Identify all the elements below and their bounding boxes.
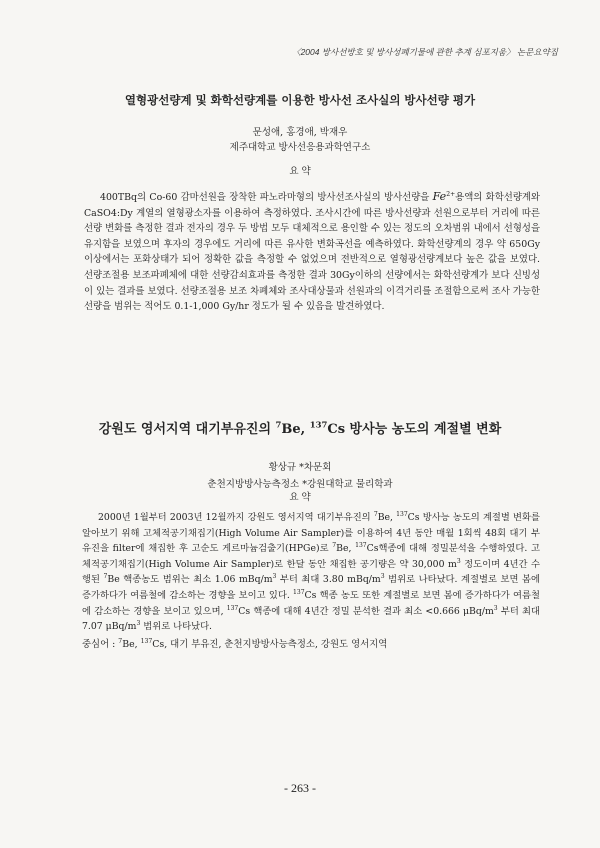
abstract2-title: 강원도 영서지역 대기부유진의 $^7$Be, $^{137}$Cs 방사능 농도의 계절별 변화: [98, 419, 502, 437]
abstract1-body: 400TBq의 Co-60 감마선원을 장착한 파노라마형의 방사선조사실의 방사선량을 $Fe^{2+}$용액의 화학선량계와 CaSO4:Dy 계열의 열형광소자를 이용하여 측정하였다. 조사시간에 따른 방사선량과 선원으로부터 거리에 따른 선량 변화를 측정한 결과 전자의 경우 두 방법 모두 대체적으로 용인할 수 있는 정도의 오차범위 내에서 선형성을 유지함을 보였으며 후자의 경우에도 거리에 따른 유사한 변화곡선을 예측하였다. 화학선량계의 경우 약 650Gy이상에서는 포화상태가 되어 정확한 값을 측정할 수 없었으며 전반적으로 열형광선량계보다 높은 값을 보였다. 선량조절용 보조파폐체에 대한 선량감쇠효과를 측정한 결과 30Gy이하의 선량에서는 화학선량계가 보다 신빙성이 있는 결과를 보였다. 선량조절용 보조 차폐체와 조사대상물과 선원과의 이격거리를 조절함으로써 조사 가능한 선량을 범위는 적어도 0.1-1,000 Gy/hr 정도가 될 수 있음을 발견하였다.: [84, 190, 540, 313]
abstract1-affiliation: 제주대학교 방사선응용과학연구소: [229, 142, 371, 153]
abstract2-affiliation: 춘천지방방사능측정소 *강원대학교 물리학과: [207, 479, 393, 490]
abstract2-keywords: 중심어 : $^7$Be, $^{137}$Cs, 대기 부유진, 춘천지방방사능측정소, 강원도 영서지역: [82, 637, 388, 650]
abstract1-title: 열형광선량계 및 화학선량계를 이용한 방사선 조사실의 방사선량 평가: [124, 93, 476, 107]
abstract2-heading: 요 약: [289, 492, 311, 503]
abstract1-authors: 문성애, 홍경애, 박재우: [252, 127, 348, 138]
abstract2-authors: 황상규 *차문회: [268, 462, 332, 473]
abstract1-heading: 요 약: [289, 166, 311, 177]
running-header: 〈2004 방사선방호 및 방사성폐기물에 관한 추계 심포지움〉 논문요약집: [292, 47, 558, 57]
abstract2-body: 2000년 1월부터 2003년 12월까지 강원도 영서지역 대기부유진의 $^7$Be, $^{137}$Cs 방사능 농도의 계절별 변화를 알아보기 위해 고체적공기채집기(High Volume Air Sampler)를 이용하여 4년 동안 매월 1회씩 48회 대기 부유진을 filter에 채집한 후 고순도 게르마늄검출기(HPGe)로 $^7$Be, $^{137}$Cs핵종에 대해 정밀분석을 수행하였다. 고체적공기채집기(High Volume Air Sampler)로 한달 동안 채집한 공기량은 약 30,000 $m^3$ 정도이며 4년간 수행된 $^7$Be 핵종농도 범위는 최소 1.06 mBq/$m^3$ 부터 최대 3.80 mBq/$m^3$ 범위로 나타났다. 계절별로 보면 봄에 증가하다가 여름철에 감소하는 경향을 보이고 있다. $^{137}$Cs 핵종 농도 또한 계절별로 보면 봄에 증가하다가 여름철에 감소하는 경향을 보이고 있으며, $^{137}$Cs 핵종에 대해 4년간 정밀 분석한 결과 최소 <0.666 μBq/$m^3$ 부터 최대 7.07 μBq/$m^3$ 범위로 나타났다.: [82, 510, 540, 633]
page-number: - 263 -: [284, 781, 316, 795]
